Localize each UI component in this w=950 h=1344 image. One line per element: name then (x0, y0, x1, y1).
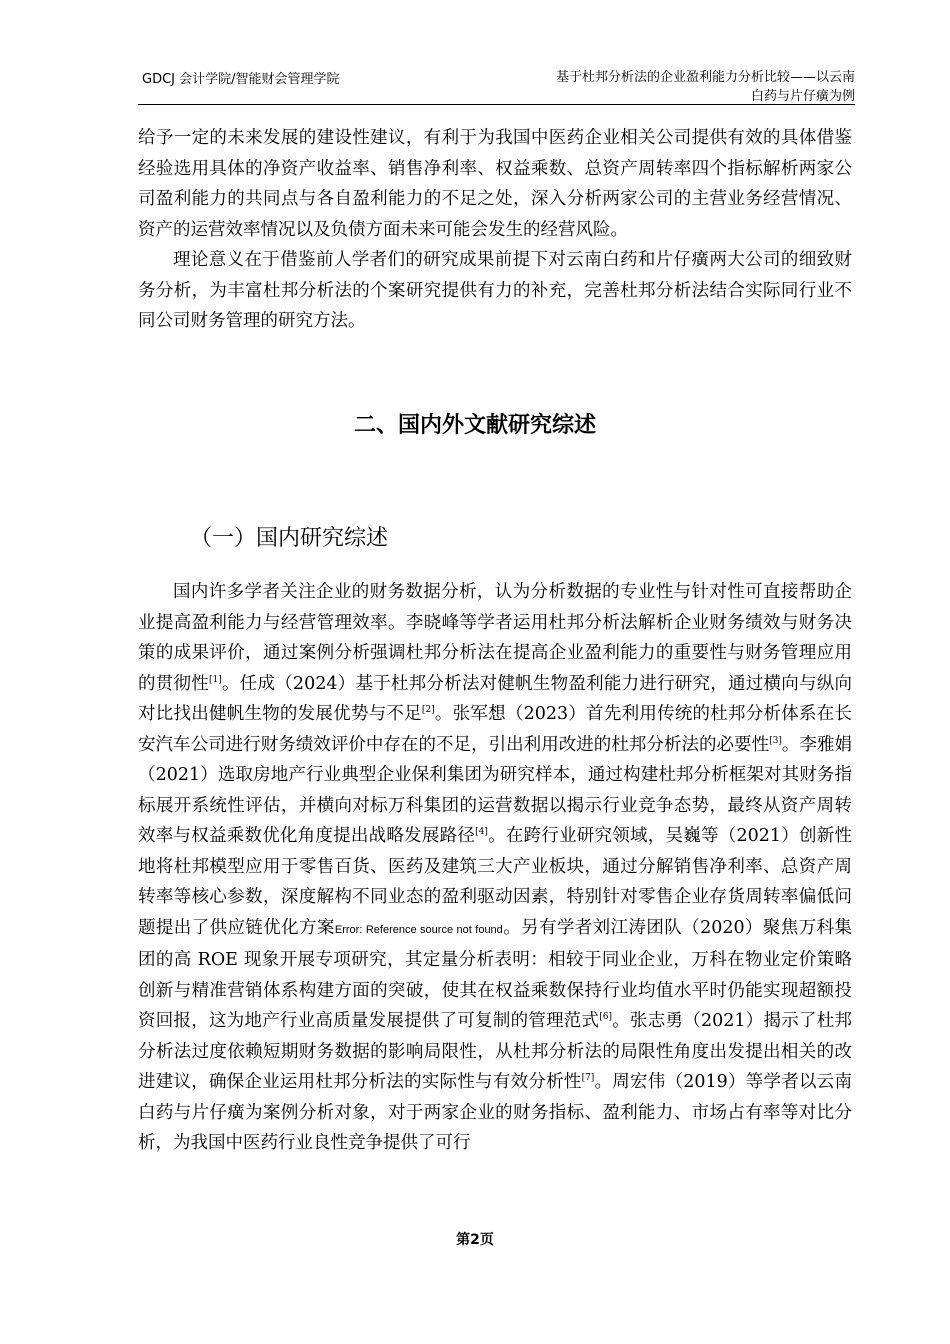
review-text-2: 。任成（2024）基于杜邦分析法对健帆生物盈利能力进行研究，通过横向与纵向对比找出健帆生物的发展优势与不足 (138, 673, 852, 724)
citation-1: [1] (208, 674, 222, 685)
citation-2: [2] (421, 705, 435, 716)
review-text-7: 。张志勇（2021）揭示了杜邦分析法过度依赖短期财务数据的影响局限性，从杜邦分析法的局限性角度出发提出相关的改进建议，确保企业运用杜邦分析法的实际性与有效分析性 (138, 1011, 852, 1092)
intro-paragraph-2: 理论意义在于借鉴前人学者们的研究成果前提下对云南白药和片仔癀两大公司的细致财务分析，为丰富杜邦分析法的个案研究提供有力的补充，完善杜邦分析法结合实际同行业不同公司财务管理的研究方法。 (138, 250, 852, 331)
reference-error: Error: Reference source not found (334, 923, 503, 936)
review-text-3: 。张军想（2023）首先利用传统的杜邦分析体系在长安汽车公司进行财务绩效评价中存在的不足，引出利用改进的杜邦分析法的必要性 (138, 704, 852, 755)
page-header (138, 66, 855, 105)
review-text-8: 。周宏伟（2019）等学者以云南白药与片仔癀为案例分析对象，对于两家企业的财务指标、盈利能力、市场占有率等对比分析，为我国中医药行业良性竞争提供了可行 (138, 1072, 852, 1153)
intro-section (138, 123, 852, 337)
header-paper-title (495, 68, 855, 106)
citation-3: [3] (769, 735, 782, 746)
citation-7: [7] (581, 1073, 595, 1084)
header-title-line1: 基于杜邦分析法的企业盈利能力分析比较——以云南 (555, 70, 855, 85)
review-text-6: 。另有学者刘江涛团队（2020）聚焦万科集团的高 ROE 现象开展专项研究，其定量分析表明：相较于同业企业，万科在物业定价策略创新与精准营销体系构建方面的突破，使其在权益乘数保持行业均值水平时仍能实现超额投资回报，这为地产行业高质量发展提供了可复制的管理范式 (138, 917, 852, 1031)
subsection-heading: （一）国内研究综述 (190, 526, 389, 551)
review-text-1: 国内许多学者关注企业的财务数据分析，认为分析数据的专业性与针对性可直接帮助企业提高盈利能力与经营管理效率。李晓峰等学者运用杜邦分析法解析企业财务绩效与财务决策的成果评价，通过案例分析强调杜邦分析法在提高企业盈利能力的重要性与财务管理应用的贯彻性 (138, 582, 852, 694)
review-paragraph (138, 577, 852, 1159)
review-section (138, 577, 852, 1159)
intro-paragraph-1: 给予一定的未来发展的建设性建议，有利于为我国中医药企业相关公司提供有效的具体借鉴经验选用具体的净资产收益率、销售净利率、权益乘数、总资产周转率四个指标解析两家公司盈利能力的共同点与各自盈利能力的不足之处，深入分析两家公司的主营业务经营情况、资产的运营效率情况以及负债方面未来可能会发生的经营风险。 (138, 128, 852, 240)
header-title-line2: 白药与片仔癀为例 (750, 89, 855, 104)
citation-6: [6] (599, 1012, 613, 1023)
section-heading: 二、国内外文献研究综述 (353, 413, 596, 438)
review-text-5: 。在跨行业研究领域，吴巍等（2021）创新性地将杜邦模型应用于零售百货、医药及建筑三大产业板块，通过分解销售净利率、总资产周转率等核心参数，深度解构不同业态的盈利驱动因素，特别针对零售企业存货周转率偏低问题提出了供应链优化方案 (138, 826, 852, 938)
page-number: 第2页 (456, 1232, 494, 1248)
header-institution: GDCJ 会计学院/智能财会管理学院 (142, 72, 340, 87)
citation-4: [4] (475, 827, 488, 838)
review-text-4: 。李雅娟（2021）选取房地产行业典型企业保利集团为研究样本，通过构建杜邦分析框架对其财务指标展开系统性评估，并横向对标万科集团的运营数据以揭示行业竞争态势，最终从资产周转效率与权益乘数优化角度提出战略发展路径 (138, 734, 852, 846)
